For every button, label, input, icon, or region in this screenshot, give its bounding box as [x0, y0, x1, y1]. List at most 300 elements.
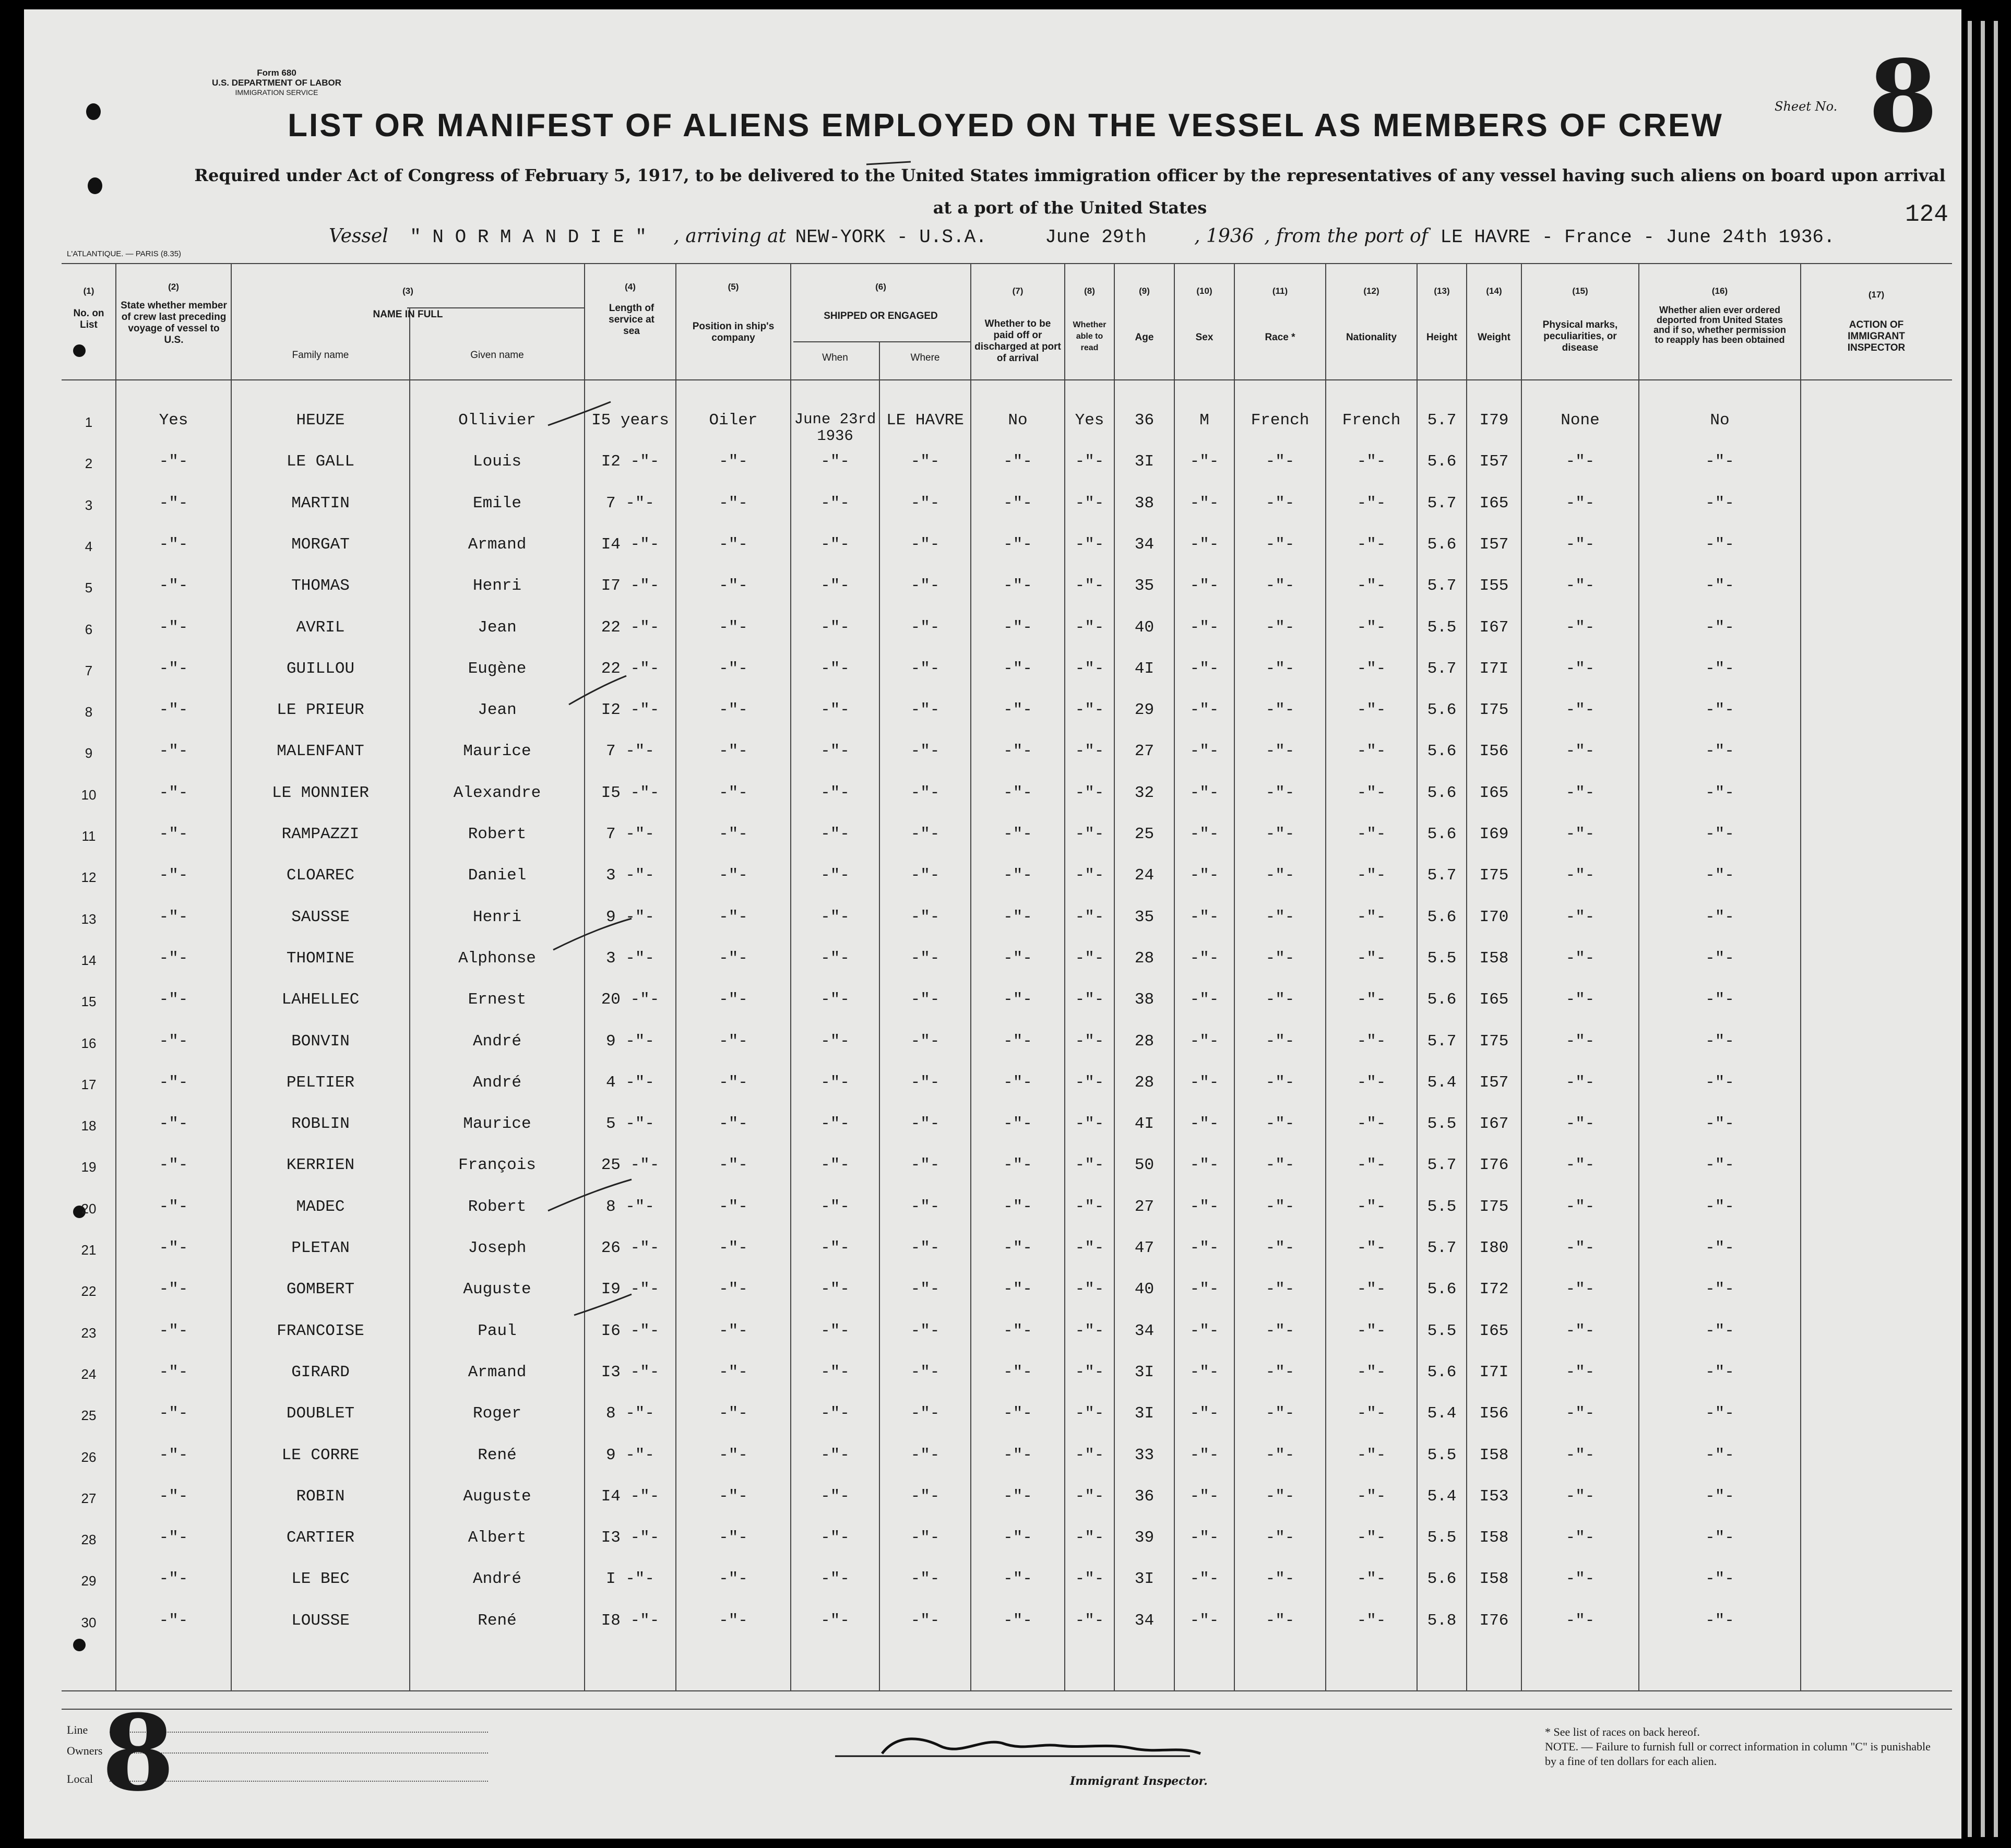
- cell-age: 33: [1134, 1446, 1155, 1464]
- cell-deported: -"-: [1705, 494, 1734, 512]
- cell-prev-voyage: Yes: [159, 411, 188, 430]
- cell-nationality: French: [1342, 411, 1401, 430]
- cell-weight: I72: [1479, 1280, 1509, 1299]
- cell-prev-voyage: -"-: [159, 1446, 188, 1464]
- cell-nationality: -"-: [1356, 701, 1386, 720]
- cell-deported: -"-: [1705, 577, 1734, 595]
- cell-deported: -"-: [1705, 991, 1734, 1009]
- row-number: 20: [81, 1200, 97, 1217]
- cell-when: -"-: [820, 825, 850, 843]
- cell-height: 5.6: [1427, 825, 1457, 843]
- cell-family-name: CARTIER: [286, 1529, 355, 1547]
- cell-given-name: Robert: [468, 1197, 527, 1216]
- cell-race: -"-: [1265, 825, 1295, 843]
- cell-paid-off: -"-: [1003, 535, 1032, 554]
- row-number: 16: [81, 1035, 97, 1051]
- cell-marks: -"-: [1565, 1156, 1595, 1175]
- col-header-height: Height: [1426, 332, 1458, 343]
- cell-height: 5.7: [1427, 494, 1457, 512]
- table-row: [0, 1074, 2011, 1115]
- cell-race: -"-: [1265, 701, 1295, 720]
- cell-nationality: -"-: [1356, 1611, 1386, 1630]
- cell-height: 5.6: [1427, 452, 1457, 471]
- row-number: 26: [81, 1449, 97, 1465]
- cell-service: 7 -"-: [605, 494, 655, 512]
- cell-deported: -"-: [1705, 1280, 1734, 1299]
- cell-weight: I70: [1479, 908, 1509, 926]
- row-number: 9: [85, 745, 93, 761]
- cell-nationality: -"-: [1356, 1570, 1386, 1589]
- cell-deported: -"-: [1705, 1529, 1734, 1547]
- cell-height: 5.5: [1427, 1321, 1457, 1340]
- cell-height: 5.7: [1427, 577, 1457, 595]
- cell-given-name: Robert: [468, 825, 527, 843]
- cell-age: 28: [1134, 949, 1155, 968]
- cell-sex: -"-: [1189, 494, 1219, 512]
- cell-where: -"-: [910, 825, 940, 843]
- cell-height: 5.6: [1427, 1363, 1457, 1381]
- col-num: (1): [83, 286, 94, 296]
- cell-marks: -"-: [1565, 949, 1595, 968]
- arrival-date: June 29th: [1045, 226, 1147, 248]
- cell-weight: I65: [1479, 991, 1509, 1009]
- cell-paid-off: -"-: [1003, 949, 1032, 968]
- cell-age: 25: [1134, 825, 1155, 843]
- cell-race: -"-: [1265, 1156, 1295, 1175]
- cell-nationality: -"-: [1356, 577, 1386, 595]
- cell-read: -"-: [1075, 452, 1104, 471]
- cell-race: French: [1251, 411, 1310, 430]
- cell-nationality: -"-: [1356, 866, 1386, 885]
- cell-prev-voyage: -"-: [159, 908, 188, 926]
- cell-weight: I65: [1479, 783, 1509, 802]
- cell-family-name: THOMINE: [286, 949, 355, 968]
- cell-deported: -"-: [1705, 1570, 1734, 1589]
- table-row: [0, 1156, 2011, 1197]
- col-num: (10): [1196, 286, 1212, 296]
- cell-deported: -"-: [1705, 701, 1734, 720]
- cell-age: 3I: [1134, 1404, 1155, 1423]
- cell-position: -"-: [719, 1446, 748, 1464]
- cell-paid-off: -"-: [1003, 1197, 1032, 1216]
- col-header-shipped: SHIPPED OR ENGAGED: [824, 311, 938, 321]
- cell-weight: I76: [1479, 1156, 1509, 1175]
- cell-nationality: -"-: [1356, 1363, 1386, 1381]
- cell-service: 3 -"-: [605, 866, 655, 885]
- cell-where: -"-: [910, 1280, 940, 1299]
- cell-weight: I53: [1479, 1487, 1509, 1506]
- cell-position: -"-: [719, 1115, 748, 1134]
- col-header-weight: Weight: [1478, 332, 1510, 343]
- cell-paid-off: -"-: [1003, 577, 1032, 595]
- cell-when: -"-: [820, 452, 850, 471]
- cell-position: -"-: [719, 1529, 748, 1547]
- cell-given-name: Jean: [478, 701, 517, 720]
- cell-paid-off: -"-: [1003, 991, 1032, 1009]
- cell-read: -"-: [1075, 618, 1104, 637]
- table-row: [0, 618, 2011, 660]
- cell-where: -"-: [910, 949, 940, 968]
- cell-given-name: René: [478, 1446, 517, 1464]
- col-header-family-name: Family name: [292, 350, 349, 361]
- cell-paid-off: -"-: [1003, 825, 1032, 843]
- table-row: [0, 1115, 2011, 1156]
- row-number: 5: [85, 580, 93, 596]
- cell-race: -"-: [1265, 1611, 1295, 1630]
- cell-nationality: -"-: [1356, 659, 1386, 678]
- cell-service: I7 -"-: [601, 577, 660, 595]
- cell-position: -"-: [719, 577, 748, 595]
- cell-race: -"-: [1265, 1487, 1295, 1506]
- cell-sex: -"-: [1189, 577, 1219, 595]
- cell-race: -"-: [1265, 1529, 1295, 1547]
- cell-read: -"-: [1075, 535, 1104, 554]
- cell-height: 5.6: [1427, 742, 1457, 761]
- cell-when: -"-: [820, 1363, 850, 1381]
- cell-sex: -"-: [1189, 1156, 1219, 1175]
- cell-when: -"-: [820, 908, 850, 926]
- cell-weight: I56: [1479, 742, 1509, 761]
- cell-position: -"-: [719, 1032, 748, 1051]
- cell-race: -"-: [1265, 908, 1295, 926]
- cell-paid-off: -"-: [1003, 1156, 1032, 1175]
- cell-read: -"-: [1075, 1570, 1104, 1589]
- cell-when: -"-: [820, 1529, 850, 1547]
- cell-paid-off: -"-: [1003, 618, 1032, 637]
- table-row: [0, 660, 2011, 701]
- sheet-label: Sheet No.: [1775, 99, 1838, 114]
- cell-read: -"-: [1075, 908, 1104, 926]
- cell-read: -"-: [1075, 866, 1104, 885]
- cell-age: 3I: [1134, 1570, 1155, 1589]
- footer-line-label: Line: [67, 1723, 88, 1736]
- cell-nationality: -"-: [1356, 1280, 1386, 1299]
- col-header-name: NAME IN FULL: [373, 309, 443, 320]
- cell-prev-voyage: -"-: [159, 577, 188, 595]
- cell-read: -"-: [1075, 825, 1104, 843]
- col-num: (13): [1434, 286, 1450, 296]
- cell-sex: -"-: [1189, 452, 1219, 471]
- cell-given-name: Emile: [472, 494, 521, 512]
- cell-position: -"-: [719, 1239, 748, 1257]
- row-number: 14: [81, 952, 97, 968]
- cell-age: 28: [1134, 1073, 1155, 1092]
- cell-prev-voyage: -"-: [159, 949, 188, 968]
- cell-where: -"-: [910, 1156, 940, 1175]
- cell-marks: -"-: [1565, 452, 1595, 471]
- inspector-caption: Immigrant Inspector.: [1070, 1774, 1208, 1788]
- cell-race: -"-: [1265, 783, 1295, 802]
- cell-read: Yes: [1075, 411, 1104, 430]
- cell-marks: -"-: [1565, 991, 1595, 1009]
- cell-position: -"-: [719, 1487, 748, 1506]
- cell-read: -"-: [1075, 1197, 1104, 1216]
- cell-nationality: -"-: [1356, 908, 1386, 926]
- cell-family-name: LE GALL: [286, 452, 355, 471]
- cell-family-name: FRANCOISE: [277, 1321, 364, 1340]
- cell-paid-off: -"-: [1003, 908, 1032, 926]
- cell-service: 20 -"-: [601, 991, 660, 1009]
- cell-race: -"-: [1265, 1073, 1295, 1092]
- table-row: [0, 825, 2011, 866]
- cell-position: -"-: [719, 1570, 748, 1589]
- cell-given-name: Henri: [472, 908, 521, 926]
- cell-marks: -"-: [1565, 659, 1595, 678]
- row-number: 15: [81, 994, 97, 1010]
- cell-paid-off: -"-: [1003, 1404, 1032, 1423]
- cell-nationality: -"-: [1356, 618, 1386, 637]
- cell-position: Oiler: [709, 411, 758, 430]
- col-num: (16): [1711, 286, 1728, 296]
- cell-deported: -"-: [1705, 452, 1734, 471]
- cell-sex: -"-: [1189, 1446, 1219, 1464]
- cell-where: -"-: [910, 659, 940, 678]
- cell-height: 5.5: [1427, 1197, 1457, 1216]
- cell-deported: -"-: [1705, 659, 1734, 678]
- cell-weight: I56: [1479, 1404, 1509, 1423]
- cell-read: -"-: [1075, 1156, 1104, 1175]
- cell-prev-voyage: -"-: [159, 1321, 188, 1340]
- col-header-action: ACTION OF IMMIGRANT INSPECTOR: [1847, 319, 1906, 353]
- cell-when: -"-: [820, 535, 850, 554]
- cell-service: 25 -"-: [601, 1156, 660, 1175]
- cell-sex: -"-: [1189, 618, 1219, 637]
- cell-marks: None: [1561, 411, 1600, 430]
- cell-marks: -"-: [1565, 1073, 1595, 1092]
- cell-nationality: -"-: [1356, 1032, 1386, 1051]
- cell-family-name: PELTIER: [286, 1073, 355, 1092]
- cell-family-name: ROBIN: [296, 1487, 345, 1506]
- cell-deported: -"-: [1705, 535, 1734, 554]
- col-header-position: Position in ship's company: [692, 321, 775, 343]
- cell-read: -"-: [1075, 1363, 1104, 1381]
- cell-service: I3 -"-: [601, 1363, 660, 1381]
- cell-paid-off: -"-: [1003, 742, 1032, 761]
- cell-sex: -"-: [1189, 1487, 1219, 1506]
- cell-position: -"-: [719, 1404, 748, 1423]
- cell-age: 4I: [1134, 659, 1155, 678]
- cell-where: -"-: [910, 1239, 940, 1257]
- cell-marks: -"-: [1565, 1487, 1595, 1506]
- row-number: 1: [85, 414, 93, 430]
- cell-service: I5 years: [591, 411, 669, 430]
- cell-family-name: PLETAN: [291, 1239, 350, 1257]
- cell-where: -"-: [910, 1197, 940, 1216]
- cell-when: -"-: [820, 1115, 850, 1134]
- cell-given-name: Jean: [478, 618, 517, 637]
- cell-height: 5.6: [1427, 701, 1457, 720]
- table-row: [0, 411, 2011, 452]
- cell-when: -"-: [820, 1239, 850, 1257]
- cell-nationality: -"-: [1356, 1239, 1386, 1257]
- table-row: [0, 991, 2011, 1032]
- cell-sex: -"-: [1189, 1404, 1219, 1423]
- arriving-label: , arriving at: [673, 225, 787, 247]
- table-row: [0, 1198, 2011, 1239]
- printer-imprint: L'ATLANTIQUE. — PARIS (8.35): [67, 249, 182, 258]
- cell-sex: -"-: [1189, 1197, 1219, 1216]
- cell-where: -"-: [910, 1446, 940, 1464]
- cell-race: -"-: [1265, 949, 1295, 968]
- col-num: (6): [875, 282, 886, 292]
- cell-prev-voyage: -"-: [159, 1073, 188, 1092]
- table-row: [0, 1529, 2011, 1570]
- cell-age: 3I: [1134, 452, 1155, 471]
- cell-age: 40: [1134, 618, 1155, 637]
- cell-family-name: LAHELLEC: [281, 991, 360, 1009]
- cell-marks: -"-: [1565, 1570, 1595, 1589]
- row-number: 23: [81, 1325, 97, 1341]
- cell-weight: I7I: [1479, 659, 1509, 678]
- cell-prev-voyage: -"-: [159, 1239, 188, 1257]
- cell-prev-voyage: -"-: [159, 618, 188, 637]
- cell-deported: -"-: [1705, 1321, 1734, 1340]
- cell-prev-voyage: -"-: [159, 783, 188, 802]
- cell-read: -"-: [1075, 742, 1104, 761]
- cell-paid-off: -"-: [1003, 1570, 1032, 1589]
- cell-nationality: -"-: [1356, 1446, 1386, 1464]
- cell-service: 8 -"-: [605, 1197, 655, 1216]
- cell-sex: M: [1199, 411, 1209, 430]
- cell-position: -"-: [719, 452, 748, 471]
- cell-where: -"-: [910, 991, 940, 1009]
- cell-weight: I79: [1479, 411, 1509, 430]
- cell-when: -"-: [820, 701, 850, 720]
- cell-paid-off: -"-: [1003, 1280, 1032, 1299]
- cell-weight: I58: [1479, 949, 1509, 968]
- col-header-no: No. on List: [73, 308, 104, 330]
- cell-weight: I65: [1479, 1321, 1509, 1340]
- cell-weight: I80: [1479, 1239, 1509, 1257]
- cell-race: -"-: [1265, 659, 1295, 678]
- cell-sex: -"-: [1189, 1363, 1219, 1381]
- row-number: 28: [81, 1532, 97, 1548]
- cell-when: -"-: [820, 991, 850, 1009]
- cell-height: 5.4: [1427, 1404, 1457, 1423]
- cell-weight: I55: [1479, 577, 1509, 595]
- cell-deported: No: [1710, 411, 1730, 430]
- service: IMMIGRATION SERVICE: [235, 88, 318, 97]
- cell-paid-off: -"-: [1003, 1611, 1032, 1630]
- cell-sex: -"-: [1189, 1529, 1219, 1547]
- cell-service: 7 -"-: [605, 742, 655, 761]
- cell-where: -"-: [910, 783, 940, 802]
- cell-when: -"-: [820, 1073, 850, 1092]
- cell-read: -"-: [1075, 1404, 1104, 1423]
- cell-position: -"-: [719, 1280, 748, 1299]
- cell-weight: I67: [1479, 1115, 1509, 1134]
- cell-prev-voyage: -"-: [159, 1280, 188, 1299]
- cell-marks: -"-: [1565, 1321, 1595, 1340]
- table-row: [0, 1446, 2011, 1487]
- cell-where: -"-: [910, 577, 940, 595]
- col-header-deported: Whether alien ever ordered deported from United States and if so, whether permission to reapply has been obtained: [1653, 305, 1787, 345]
- cell-family-name: MADEC: [296, 1197, 345, 1216]
- department: U.S. DEPARTMENT OF LABOR: [211, 78, 342, 88]
- cell-weight: I67: [1479, 618, 1509, 637]
- cell-weight: I57: [1479, 535, 1509, 554]
- cell-height: 5.7: [1427, 659, 1457, 678]
- cell-position: -"-: [719, 1156, 748, 1175]
- cell-age: 47: [1134, 1239, 1155, 1257]
- cell-service: 4 -"-: [605, 1073, 655, 1092]
- cell-position: -"-: [719, 701, 748, 720]
- cell-race: -"-: [1265, 1570, 1295, 1589]
- cell-age: 39: [1134, 1529, 1155, 1547]
- cell-prev-voyage: -"-: [159, 825, 188, 843]
- cell-deported: -"-: [1705, 1156, 1734, 1175]
- cell-given-name: Louis: [472, 452, 521, 471]
- table-row: [0, 784, 2011, 825]
- cell-prev-voyage: -"-: [159, 1404, 188, 1423]
- cell-sex: -"-: [1189, 1032, 1219, 1051]
- row-number: 4: [85, 538, 93, 554]
- cell-age: 34: [1134, 1321, 1155, 1340]
- cell-given-name: Joseph: [468, 1239, 527, 1257]
- cell-given-name: André: [472, 1032, 521, 1051]
- cell-age: 3I: [1134, 1363, 1155, 1381]
- cell-height: 5.4: [1427, 1487, 1457, 1506]
- cell-position: -"-: [719, 1611, 748, 1630]
- cell-deported: -"-: [1705, 1197, 1734, 1216]
- cell-paid-off: -"-: [1003, 452, 1032, 471]
- col-num: (12): [1363, 286, 1379, 296]
- footer-rule: [120, 1752, 488, 1754]
- page-title: LIST OR MANIFEST OF ALIENS EMPLOYED ON THE VESSEL AS MEMBERS OF CREW: [288, 108, 1723, 144]
- cell-given-name: René: [478, 1611, 517, 1630]
- col-header-prev-voyage: State whether member of crew last preceding voyage of vessel to U.S.: [121, 300, 227, 345]
- cell-paid-off: -"-: [1003, 866, 1032, 885]
- cell-service: I6 -"-: [601, 1321, 660, 1340]
- table-row: [0, 1363, 2011, 1404]
- cell-deported: -"-: [1705, 1239, 1734, 1257]
- col-header-race: Race *: [1265, 332, 1295, 343]
- arrival-year: , 1936: [1194, 225, 1254, 247]
- row-number: 11: [81, 828, 96, 844]
- cell-given-name: Ollivier: [458, 411, 536, 430]
- cell-read: -"-: [1075, 659, 1104, 678]
- cell-height: 5.5: [1427, 1529, 1457, 1547]
- cell-where: -"-: [910, 535, 940, 554]
- cell-deported: -"-: [1705, 866, 1734, 885]
- cell-position: -"-: [719, 535, 748, 554]
- table-row: [0, 1404, 2011, 1446]
- cell-height: 5.6: [1427, 783, 1457, 802]
- cell-weight: I76: [1479, 1611, 1509, 1630]
- cell-family-name: LE CORRE: [281, 1446, 360, 1464]
- cell-service: 7 -"-: [605, 825, 655, 843]
- cell-prev-voyage: -"-: [159, 1611, 188, 1630]
- cell-race: -"-: [1265, 1321, 1295, 1340]
- cell-prev-voyage: -"-: [159, 1032, 188, 1051]
- cell-marks: -"-: [1565, 1404, 1595, 1423]
- row-number: 19: [81, 1159, 97, 1175]
- table-row: [0, 577, 2011, 618]
- cell-race: -"-: [1265, 1446, 1295, 1464]
- cell-marks: -"-: [1565, 1280, 1595, 1299]
- cell-service: 9 -"-: [605, 1446, 655, 1464]
- cell-marks: -"-: [1565, 577, 1595, 595]
- cell-nationality: -"-: [1356, 452, 1386, 471]
- col-header-sex: Sex: [1195, 332, 1213, 343]
- cell-position: -"-: [719, 1321, 748, 1340]
- cell-prev-voyage: -"-: [159, 1363, 188, 1381]
- cell-prev-voyage: -"-: [159, 1197, 188, 1216]
- cell-marks: -"-: [1565, 742, 1595, 761]
- table-row: [0, 742, 2011, 783]
- cell-where: -"-: [910, 1321, 940, 1340]
- cell-read: -"-: [1075, 1529, 1104, 1547]
